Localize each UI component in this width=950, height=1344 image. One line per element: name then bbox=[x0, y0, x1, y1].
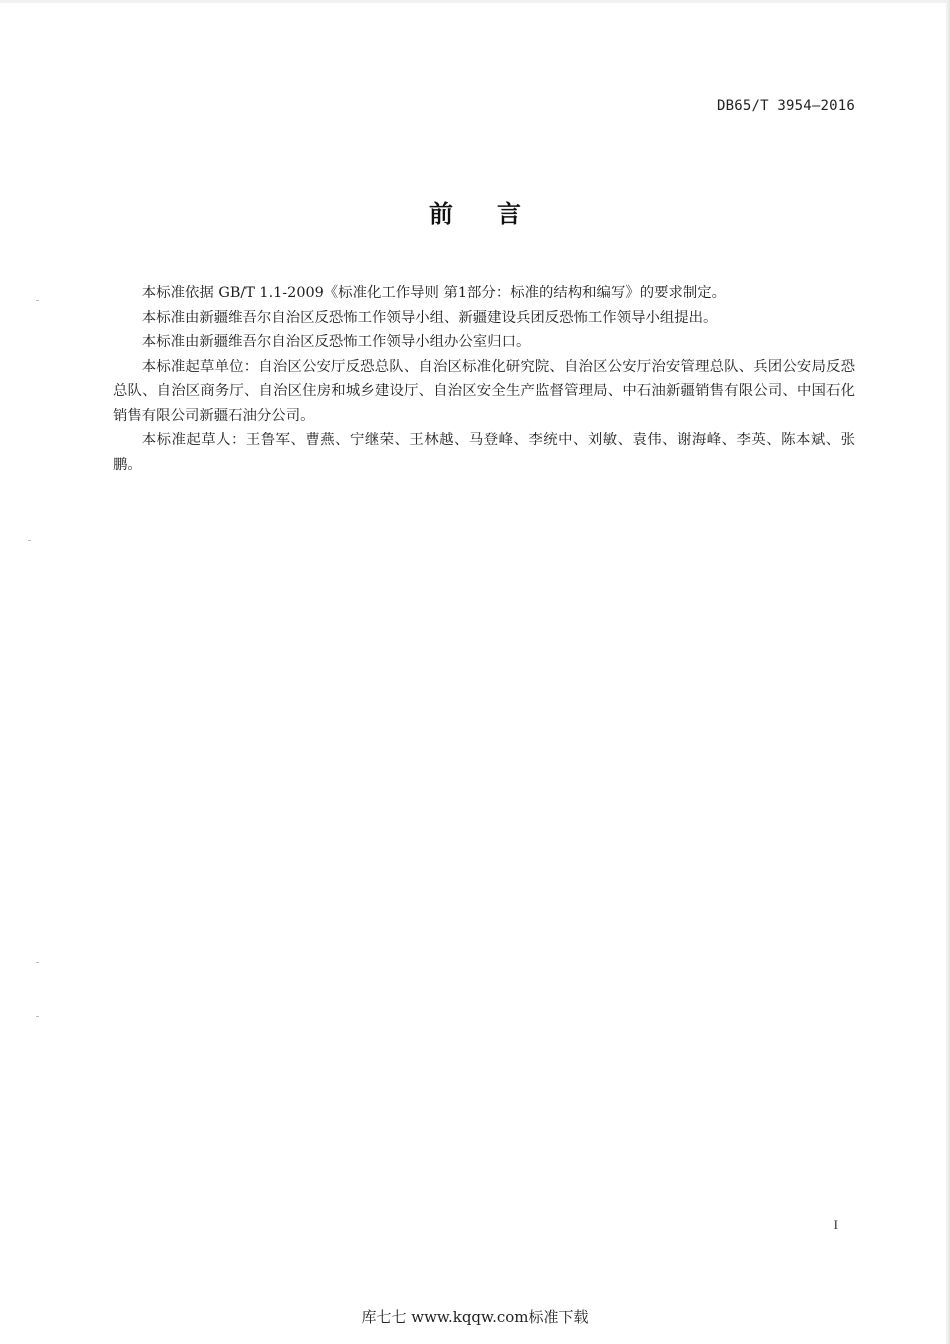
standard-code: DB65/T 3954—2016 bbox=[716, 98, 855, 114]
paragraph-administrator: 本标准由新疆维吾尔自治区反恐怖工作领导小组办公室归口。 bbox=[141, 334, 531, 350]
page-number: I bbox=[833, 1217, 838, 1232]
paragraph-drafters: 本标准起草人：王鲁军、曹燕、宁继荣、王林越、马登峰、李统中、刘敏、袁伟、谢海峰、李英、陈本斌、张鹏。 bbox=[113, 432, 855, 473]
scan-speck bbox=[28, 540, 31, 541]
foreword-body bbox=[113, 281, 855, 477]
page-title: 前言 bbox=[429, 200, 565, 228]
paragraph-proposer: 本标准由新疆维吾尔自治区反恐怖工作领导小组、新疆建设兵团反恐怖工作领导小组提出。 bbox=[141, 309, 718, 326]
scan-speck bbox=[36, 1016, 39, 1017]
watermark-text: 库七七 www.kqqw.com标准下载 bbox=[361, 1308, 589, 1326]
paragraph-basis: 本标准依据 GB/T 1.1-2009《标准化工作导则 第1部分：标准的结构和编写》的要求制定。 bbox=[141, 285, 727, 301]
scan-speck bbox=[36, 300, 39, 301]
paragraph-drafting-units: 本标准起草单位：自治区公安厅反恐总队、自治区标准化研究院、自治区公安厅治安管理总队、兵团公安局反恐总队、自治区商务厅、自治区住房和城乡建设厅、自治区安全生产监督管理局、中石油新疆销售有限公司、中国石化销售有限公司新疆石油分公司。 bbox=[113, 358, 855, 424]
scan-speck bbox=[36, 962, 39, 963]
scan-edge-top bbox=[0, 0, 950, 3]
